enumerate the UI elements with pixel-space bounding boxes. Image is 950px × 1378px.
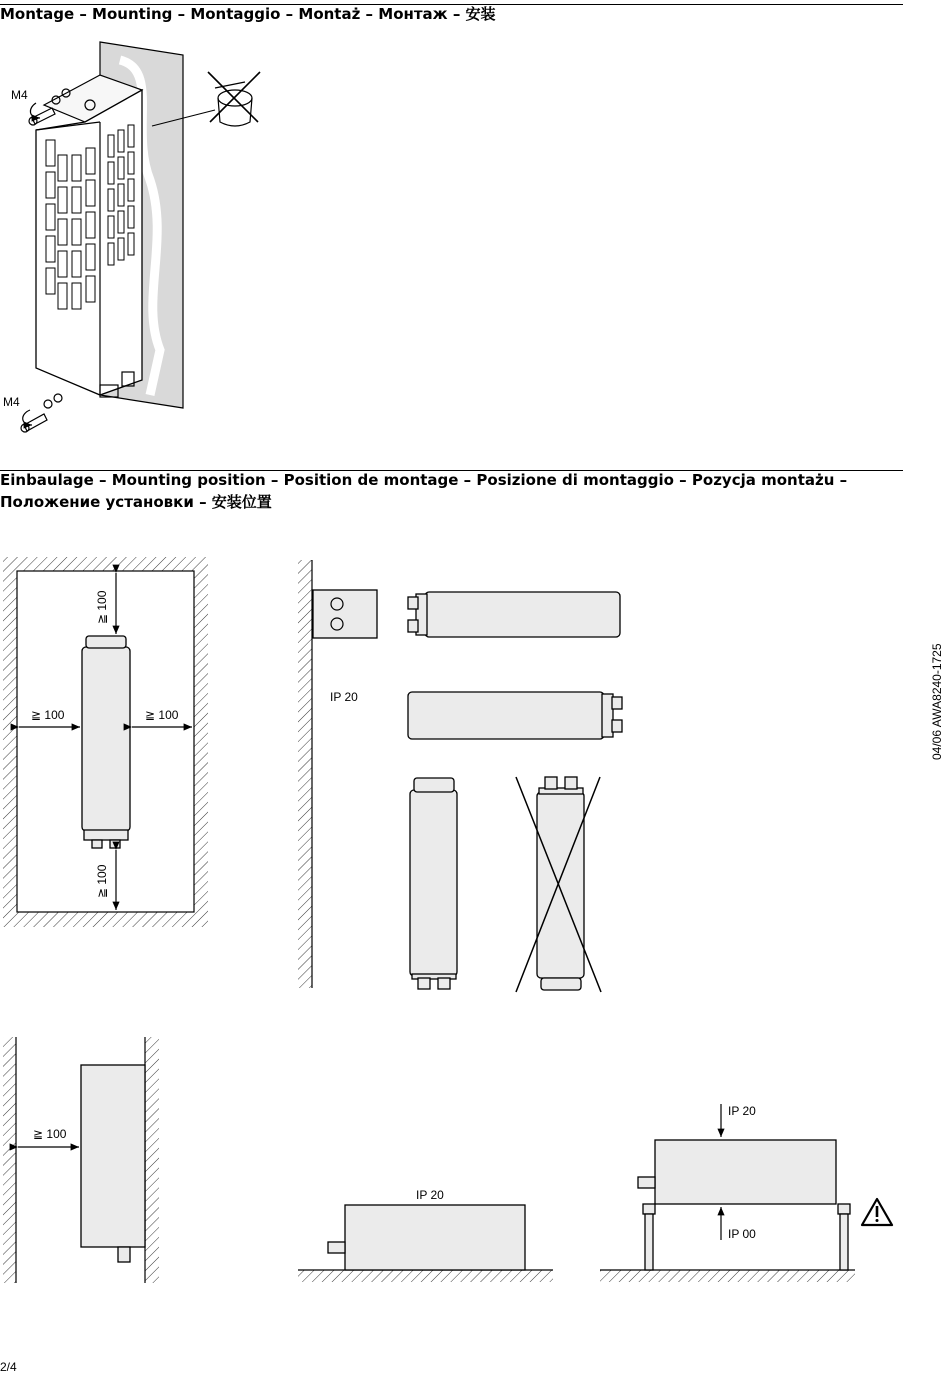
screw-label-bottom: M4 <box>3 395 20 409</box>
position-heading-line1: Einbaulage – Mounting position – Position de montage – Posizione di montaggio – Pozycja montażu – <box>0 471 848 489</box>
clearance-left-label: ≧ 100 <box>31 708 65 722</box>
resistor-isometric-drawing <box>21 42 260 432</box>
orientation-ip20-label: IP 20 <box>330 690 358 704</box>
clearance-right-label: ≧ 100 <box>145 708 179 722</box>
clearance-side-diagram <box>3 1037 159 1283</box>
position-heading-line2: Положение установки – 安装位置 <box>0 493 272 511</box>
clearance-top-label: ≧ 100 <box>95 590 109 624</box>
clearance-bottom-label: ≧ 100 <box>95 864 109 898</box>
warning-icon <box>862 1199 892 1225</box>
no-grease-icon <box>208 72 260 126</box>
floor-mount-ip20-label: IP 20 <box>416 1188 444 1202</box>
raised-ip00-label: IP 00 <box>728 1227 756 1241</box>
raised-ip20-label: IP 20 <box>728 1104 756 1118</box>
clearance-side-label: ≧ 100 <box>33 1127 67 1141</box>
raised-mount-diagram <box>600 1104 892 1282</box>
floor-mount-diagram <box>298 1205 553 1282</box>
screw-label-top: M4 <box>11 88 28 102</box>
orientation-diagram <box>298 560 622 992</box>
mounting-heading: Montage – Mounting – Montaggio – Montaż – Монтаж – 安装 <box>0 5 496 23</box>
document-code: 04/06 AWA8240-1725 <box>930 643 944 760</box>
page-number: 2/4 <box>0 1360 17 1374</box>
